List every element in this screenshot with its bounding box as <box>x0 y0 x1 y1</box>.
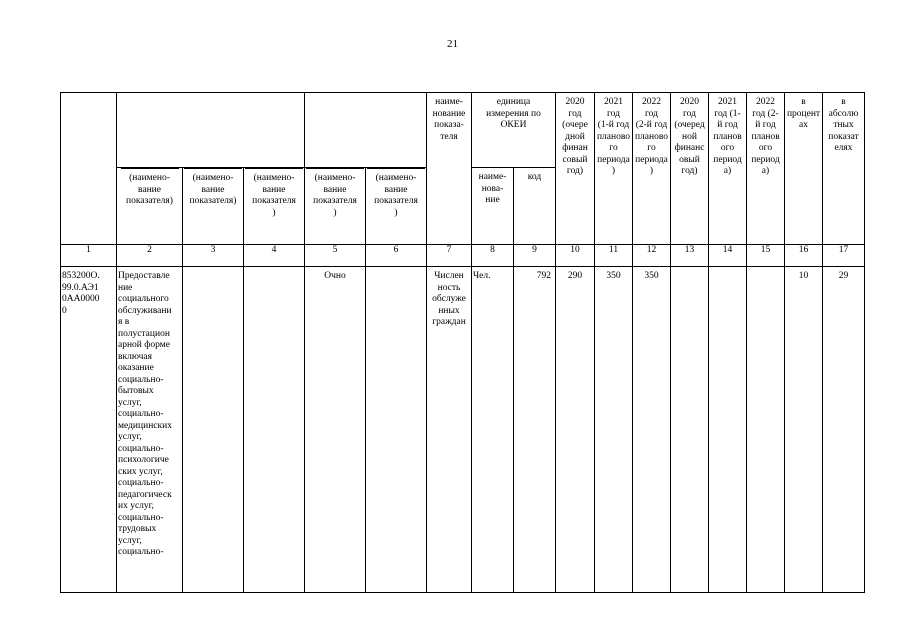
col-number: 17 <box>823 245 865 267</box>
deviation-absolute: 29 <box>823 267 865 593</box>
col-number: 16 <box>785 245 823 267</box>
cell-empty <box>183 267 244 593</box>
header-2022-b: 2022 год (2- й год планов ого период а) <box>747 93 785 245</box>
cell-empty <box>671 267 709 593</box>
header-2020: 2020 год (очере дной финан совый год) <box>556 93 595 245</box>
page-number: 21 <box>447 38 458 50</box>
col-number: 1 <box>61 245 117 267</box>
quality-indicators-table <box>60 92 865 593</box>
header-unit-name: наиме- нова- ние <box>472 168 514 245</box>
header-absolute: в абсолю тных показат елях <box>823 93 865 245</box>
header-2022: 2022 год (2-й год планово го периода ) <box>633 93 671 245</box>
value-2021: 350 <box>595 267 633 593</box>
col-number: 13 <box>671 245 709 267</box>
deviation-percent: 10 <box>785 267 823 593</box>
col-number: 9 <box>514 245 556 267</box>
header-unit-code: код <box>514 168 556 245</box>
header-indicator-name: наиме- нование показа- теля <box>427 93 472 245</box>
cell-empty <box>709 267 747 593</box>
col-number: 6 <box>366 245 427 267</box>
value-2020: 290 <box>556 267 595 593</box>
indicator-name: Числен ность обслуже нных граждан <box>427 267 472 593</box>
header-2020-b: 2020 год (очеред ной финанс овый год) <box>671 93 709 245</box>
col-number: 12 <box>633 245 671 267</box>
cell-empty <box>366 267 427 593</box>
cell-empty <box>244 267 305 593</box>
col-number: 2 <box>117 245 183 267</box>
header-2021-b: 2021 год (1- й год планов ого период а) <box>709 93 747 245</box>
okei-code: 792 <box>514 267 556 593</box>
col-number: 4 <box>244 245 305 267</box>
header-sub-4: (наимено- вание показателя ) <box>244 168 305 245</box>
col-number: 14 <box>709 245 747 267</box>
header-2021: 2021 год (1-й год планово го периода ) <box>595 93 633 245</box>
col-number: 8 <box>472 245 514 267</box>
header-percent: в процент ах <box>785 93 823 245</box>
col-number: 3 <box>183 245 244 267</box>
col-number: 7 <box>427 245 472 267</box>
cell-empty <box>747 267 785 593</box>
header-sub-3: (наимено- вание показателя) <box>183 168 244 245</box>
header-group-service-conditions <box>305 93 427 168</box>
registry-code: 853200О. 99.0.АЭ1 0АА0000 0 <box>61 267 117 593</box>
header-sub-2: (наимено- вание показателя) <box>117 168 183 245</box>
header-sub-6: (наимено- вание показателя ) <box>366 168 427 245</box>
service-description: Предоставле ние социального обслуживани я в полустацион арной форме включая оказание социально- бытовых услуг, социально- медицинских услуг, социально- психологиче ских услуг, социально- педагогическ их услуг, социально- трудовых услуг, социально- <box>117 267 183 593</box>
header-group-service-content <box>117 93 305 168</box>
col-number: 10 <box>556 245 595 267</box>
service-form: Очно <box>305 267 366 593</box>
col-number: 15 <box>747 245 785 267</box>
col-number: 11 <box>595 245 633 267</box>
value-2022: 350 <box>633 267 671 593</box>
header-unit-okei: единица измерения по ОКЕИ <box>472 93 556 168</box>
unit-name: Чел. <box>472 267 514 593</box>
header-sub-5: (наимено- вание показателя ) <box>305 168 366 245</box>
col-number: 5 <box>305 245 366 267</box>
header-cell-1 <box>61 93 117 245</box>
